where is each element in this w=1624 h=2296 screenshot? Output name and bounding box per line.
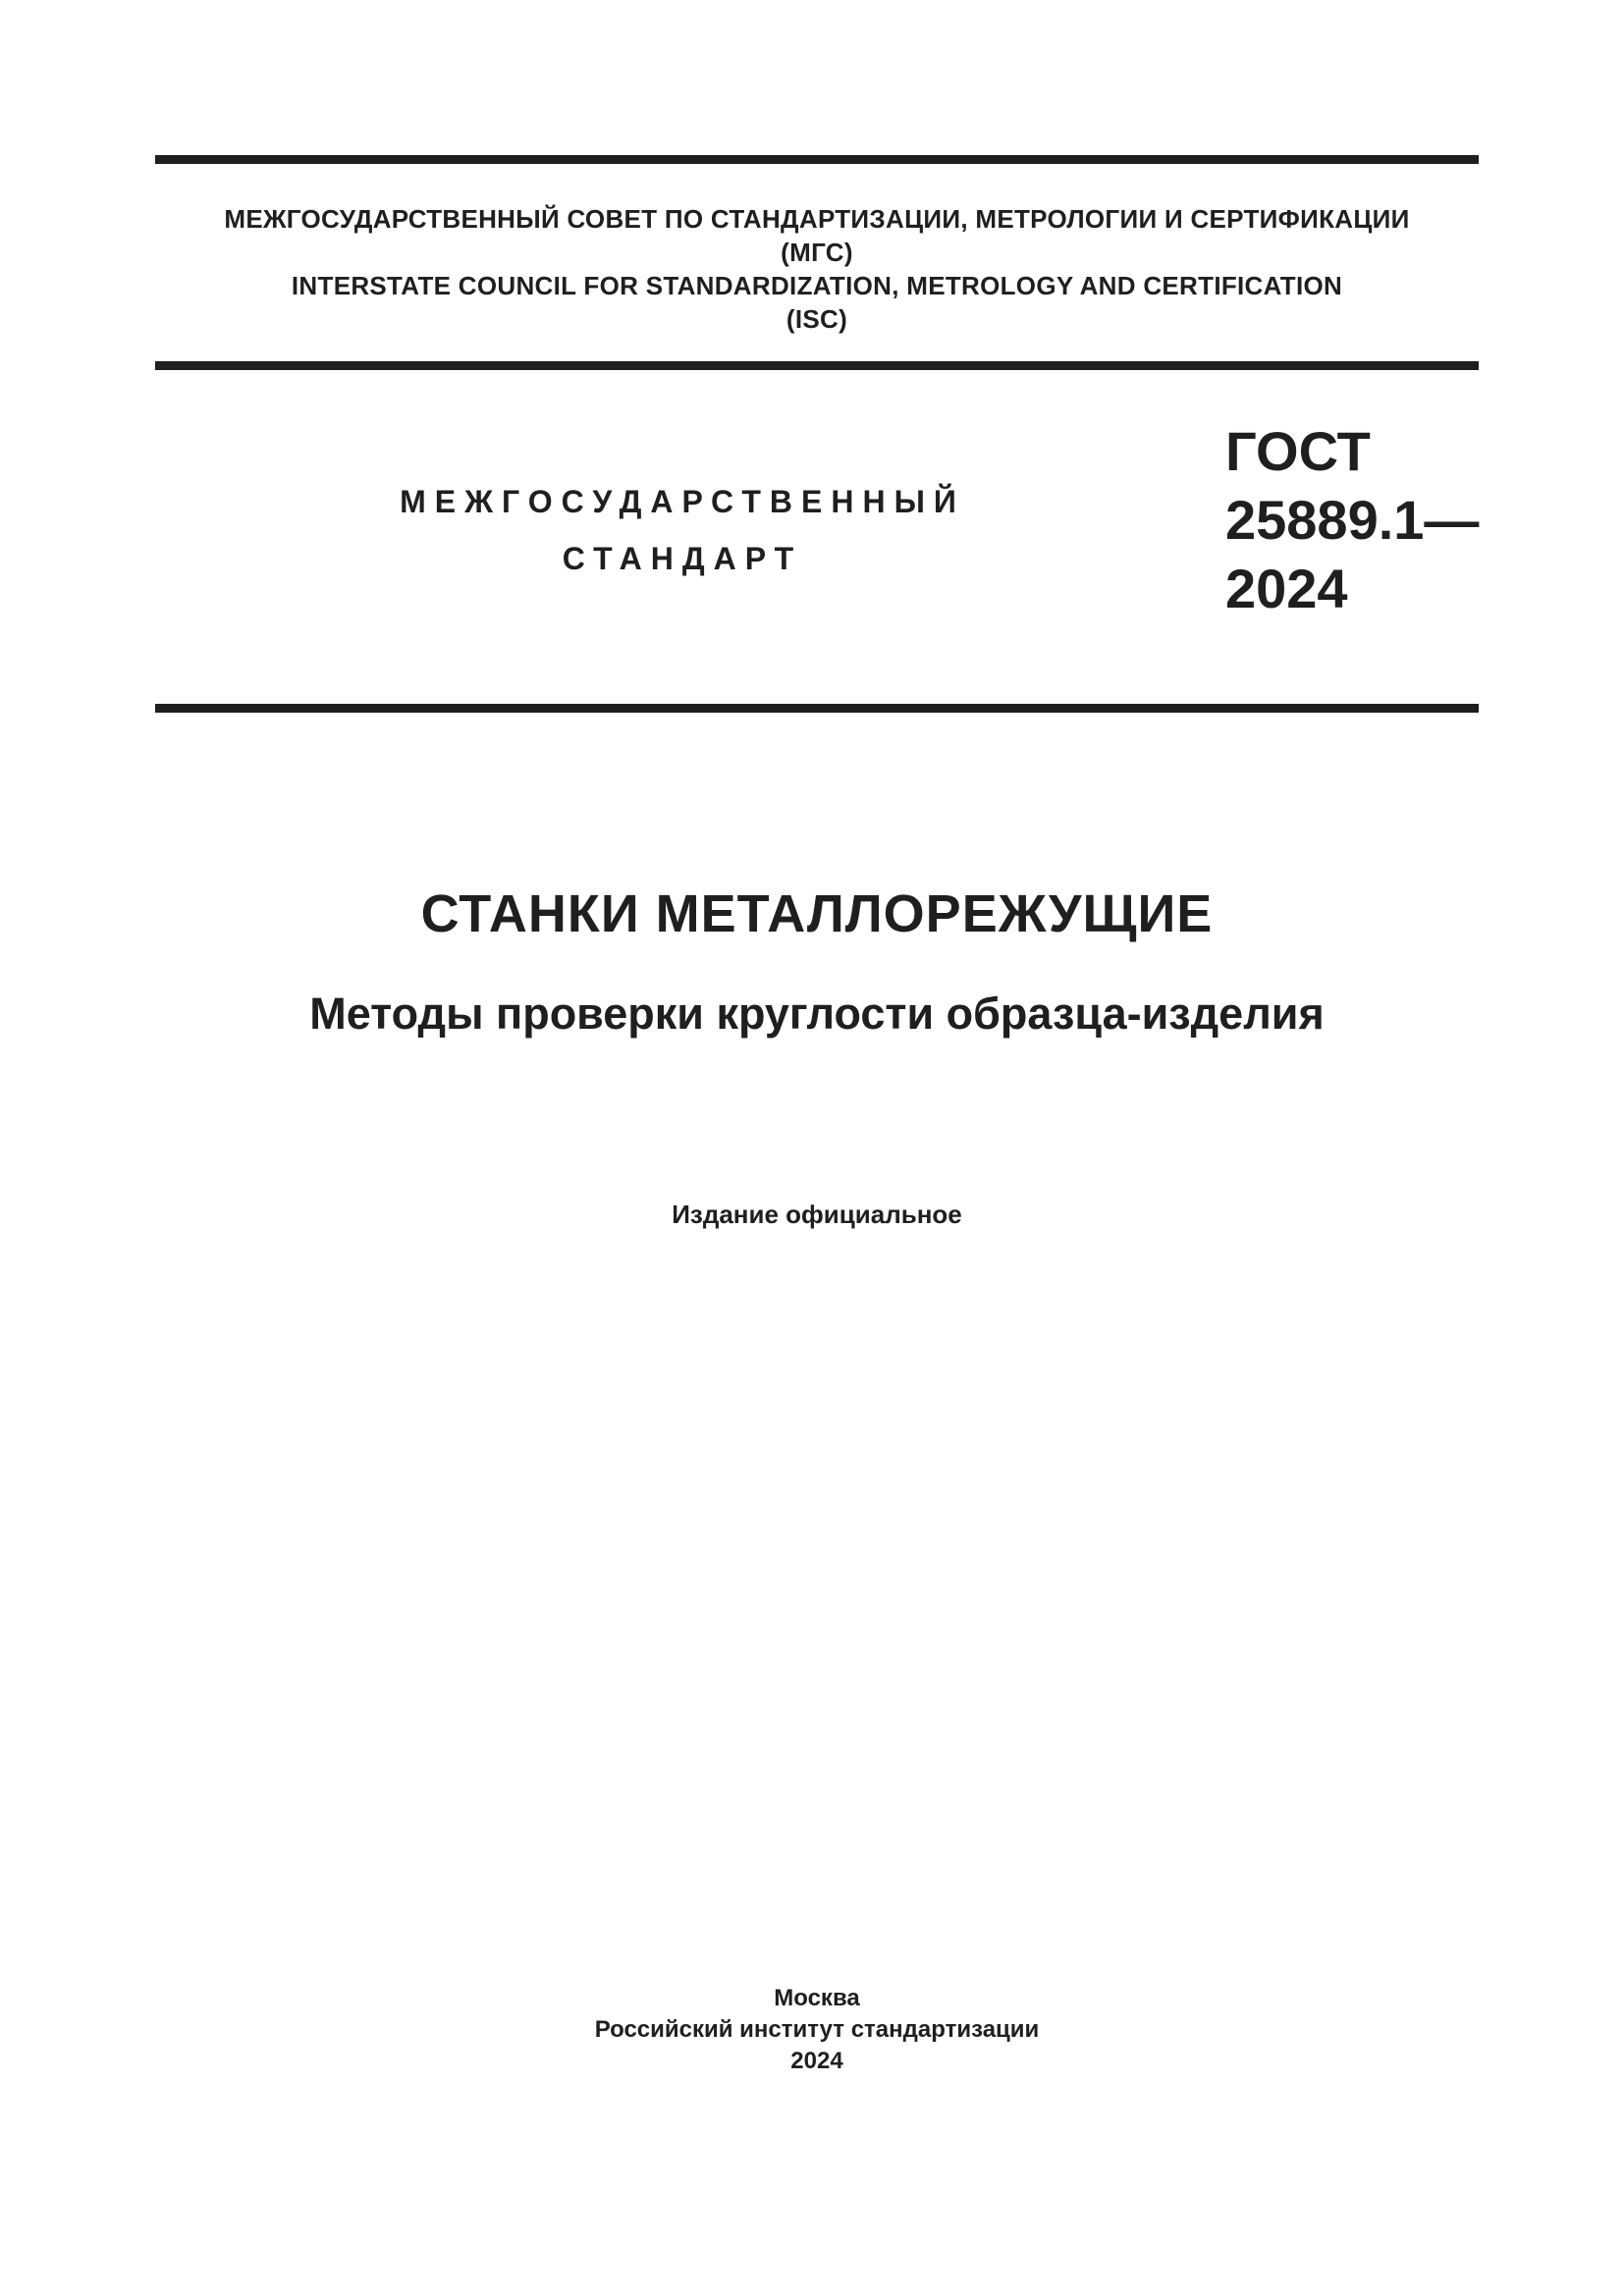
- standard-type-line2: СТАНДАРТ: [562, 541, 803, 576]
- council-ru-abbr: (МГС): [781, 238, 853, 267]
- document-title: СТАНКИ МЕТАЛЛОРЕЖУЩИЕ: [420, 884, 1214, 943]
- imprint-publisher: Российский институт стандартизации: [594, 2016, 1040, 2043]
- gost-prefix: ГОСТ: [1225, 420, 1371, 482]
- standard-type-label: [324, 473, 1041, 587]
- council-en-abbr: (ISC): [785, 304, 848, 334]
- council-en: INTERSTATE COUNCIL FOR STANDARDIZATION, METROLOGY AND CERTIFICATION: [291, 271, 1343, 300]
- imprint-year: 2024: [790, 2048, 843, 2074]
- header-rule: [155, 361, 1479, 370]
- title-rule: [155, 704, 1479, 713]
- gost-number: 25889.1—: [1225, 489, 1480, 551]
- council-header: [155, 202, 1479, 336]
- imprint-city: Москва: [774, 1985, 860, 2011]
- gost-designation: [1225, 417, 1479, 623]
- imprint: [155, 1983, 1479, 2077]
- standard-type-line1: МЕЖГОСУДАРСТВЕННЫЙ: [400, 484, 965, 519]
- document-subtitle: Методы проверки круглости образца-изделия: [309, 988, 1325, 1039]
- council-ru: МЕЖГОСУДАРСТВЕННЫЙ СОВЕТ ПО СТАНДАРТИЗАЦИИ, МЕТРОЛОГИИ И СЕРТИФИКАЦИИ: [224, 204, 1410, 234]
- edition-note: Издание официальное: [672, 1200, 962, 1229]
- top-rule: [155, 155, 1479, 164]
- gost-year: 2024: [1225, 558, 1348, 619]
